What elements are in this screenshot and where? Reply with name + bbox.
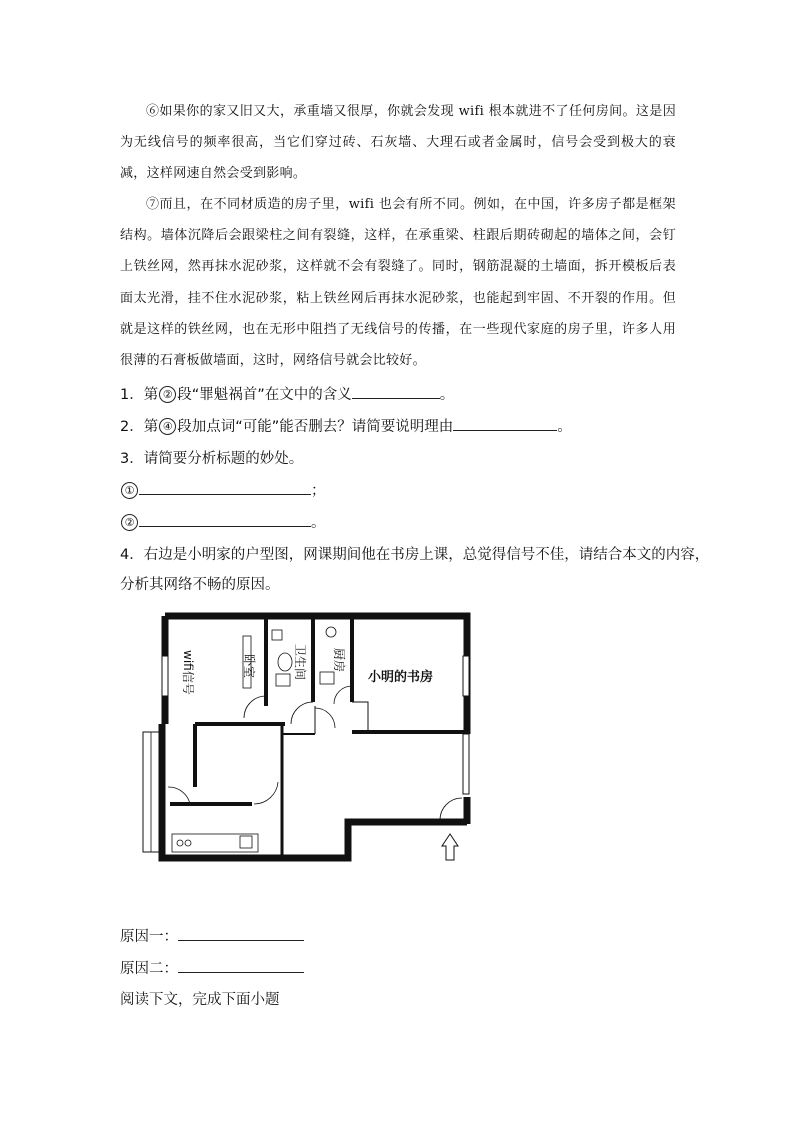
reason-1-label: 原因一： — [120, 929, 178, 945]
floor-plan — [140, 612, 480, 874]
paragraph-6: ⑥如果你的家又旧又大，承重墙又很厚，你就会发现 wifi 根本就进不了任何房间。这是因为无线信号的频率很高，当它们穿过砖、石灰墙、大理石或者金属时，信号会受到极大的衰减，这样网速自然会受到影响。 — [120, 104, 676, 182]
wifi-label: wifi信号 — [181, 650, 195, 695]
question-1-text: 段“罪魁祸首”在文中的含义 — [177, 387, 352, 403]
reason-2-label: 原因二： — [120, 961, 178, 977]
question-1 — [120, 383, 454, 404]
reason-2-blank[interactable] — [178, 958, 304, 973]
question-3-answer-2 — [120, 511, 326, 532]
answer-1-marker: ① — [121, 482, 138, 499]
answer-2-marker: ② — [121, 514, 138, 531]
question-1-prefix: 1．第 — [120, 387, 159, 403]
question-2 — [120, 415, 572, 436]
question-2-text: 段加点词“可能”能否删去？请简要说明理由 — [177, 419, 454, 435]
answer-2-end: 。 — [311, 515, 326, 531]
reason-1-blank[interactable] — [178, 926, 304, 941]
question-1-para-num: ② — [159, 386, 176, 403]
answer-1-end: ； — [311, 483, 326, 499]
question-2-end: 。 — [557, 419, 572, 435]
question-3-answer-1 — [120, 479, 326, 500]
reason-2 — [120, 957, 304, 978]
reason-1 — [120, 925, 304, 946]
bedroom-label: 卧室 — [242, 654, 256, 679]
question-2-blank[interactable] — [453, 416, 557, 431]
question-3: 3．请简要分析标题的妙处。 — [120, 451, 304, 467]
question-4-line-2: 分析其网络不畅的原因。 — [120, 577, 280, 593]
answer-1-blank[interactable] — [139, 480, 311, 495]
answer-2-blank[interactable] — [139, 512, 311, 527]
kitchen-label: 厨房 — [332, 648, 346, 673]
paragraph-7: ⑦而且，在不同材质造的房子里，wifi 也会有所不同。例如，在中国，许多房子都是框架结构。墙体沉降后会跟梁柱之间有裂缝，这样，在承重梁、柱跟后期砖砌起的墙体之间，会钉上铁丝网，然再抹水泥砂浆，这样就不会有裂缝了。同时，钢筋混凝的土墙面，拆开模板后表面太光滑，挂不住水泥砂浆，粘上铁丝网后再抹水泥砂浆，也能起到牢固、不开裂的作用。但就是这样的铁丝网，也在无形中阻挡了无线信号的传播，在一些现代家庭的房子里，许多人用很薄的石膏板做墙面，这时，网络信号就会比较好。 — [120, 197, 676, 369]
bathroom-label: 卫生间 — [293, 644, 307, 681]
question-4-line-1: 4．右边是小明家的户型图，网课期间他在书房上课，总觉得信号不佳，请结合本文的内容， — [120, 547, 710, 563]
question-2-para-num: ④ — [159, 418, 176, 435]
study-label: 小明的书房 — [368, 670, 434, 685]
next-section-instruction: 阅读下文，完成下面小题 — [120, 992, 280, 1008]
question-1-blank[interactable] — [352, 384, 440, 399]
question-1-end: 。 — [439, 387, 455, 403]
question-2-prefix: 2．第 — [120, 419, 159, 435]
